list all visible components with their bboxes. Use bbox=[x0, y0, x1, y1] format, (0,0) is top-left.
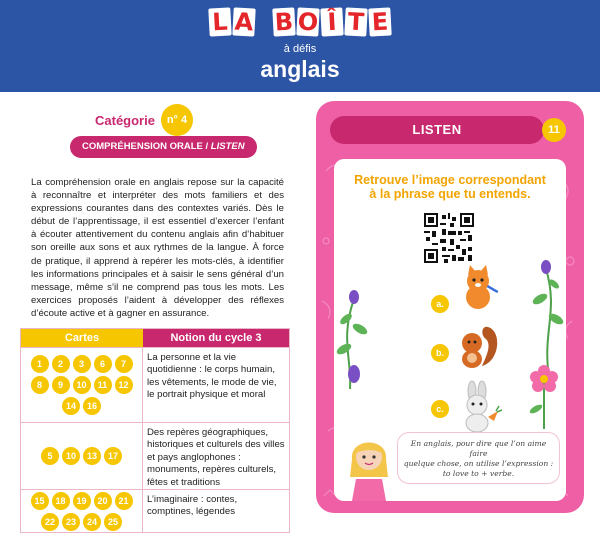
competence-pill-italic: LISTEN bbox=[210, 141, 245, 152]
cat-painting-icon[interactable] bbox=[454, 263, 502, 311]
card-number-bubble: 3 bbox=[73, 355, 91, 373]
table-header bbox=[21, 329, 289, 347]
card-number-bubble: 11 bbox=[94, 376, 112, 394]
logo-letter: L bbox=[208, 7, 231, 36]
card-number-bubble: 19 bbox=[73, 492, 91, 510]
logo-letter: B bbox=[274, 7, 295, 37]
card-number-bubble: 12 bbox=[115, 376, 133, 394]
bubble-line3: to love to + verbe. bbox=[442, 469, 515, 478]
logo-word-la bbox=[209, 8, 255, 36]
card-number-bubble: 13 bbox=[83, 447, 101, 465]
card-instruction bbox=[334, 173, 566, 201]
logo bbox=[0, 8, 600, 36]
table-row-notion: Des repères géographiques, historiques et culturels des villes et pays anglophones : monuments, repères culturels, fêtes et traditions bbox=[147, 427, 285, 488]
option-b[interactable]: b. bbox=[431, 344, 449, 362]
category-row bbox=[95, 104, 193, 136]
girl-avatar-icon bbox=[344, 429, 394, 501]
header-title: anglais bbox=[260, 56, 340, 82]
activity-card bbox=[316, 101, 584, 513]
card-number-bubble: 10 bbox=[62, 447, 80, 465]
table-header-cartes: Cartes bbox=[21, 329, 143, 347]
card-number-bubble: 1 bbox=[31, 355, 49, 373]
logo-letter: A bbox=[233, 7, 254, 37]
speech-bubble bbox=[397, 432, 560, 484]
rabbit-icon[interactable] bbox=[454, 381, 502, 433]
card-title-bar: LISTEN bbox=[330, 116, 544, 144]
header-banner bbox=[0, 0, 600, 92]
card-number-bubble: 20 bbox=[94, 492, 112, 510]
bubble-line2: quelque chose, on utilise l’expression : bbox=[403, 459, 554, 468]
card-number-badge: 11 bbox=[542, 118, 566, 142]
logo-word-boite bbox=[273, 8, 391, 36]
logo-letter: T bbox=[345, 7, 368, 36]
card-number-bubble: 10 bbox=[73, 376, 91, 394]
card-number-bubble: 6 bbox=[94, 355, 112, 373]
competence-pill bbox=[70, 136, 257, 158]
table-row-cards bbox=[21, 490, 143, 532]
description-paragraph: La compréhension orale en anglais repose sur la capacité à reconnaître et interpréter des mots familiers et des expressions courantes dans des contextes variés. Dès le début de l’apprentissage, il est essentiel d’exercer l’enfant à écouter attentivement du contenu anglais afin d’habituer son oreille aux sons et aux rythmes de la langue. À force de pratique, il apprend à repérer les mots-clés, à identifier les informations principales et à saisir le sens général d’un message, même s’il ne comprend pas tous les mots. Les exercices proposés l’aident à développer des réflexes d’écoute active et à gagner en assurance. bbox=[31, 177, 284, 319]
header-subtitle: à défis bbox=[283, 43, 317, 55]
card-number-bubble: 15 bbox=[31, 492, 49, 510]
table-row bbox=[21, 489, 289, 532]
logo-letter: O bbox=[297, 7, 320, 37]
table-row-cards bbox=[21, 348, 143, 422]
option-c[interactable]: c. bbox=[431, 400, 449, 418]
card-number-bubble: 25 bbox=[104, 513, 122, 531]
table-row-notion: La personne et la vie quotidienne : le corps humain, les vêtements, le mode de vie, le portrait physique et moral bbox=[147, 352, 277, 401]
qr-code-icon[interactable] bbox=[424, 213, 474, 263]
plant-right-icon bbox=[524, 259, 569, 369]
card-instruction-line2: à la phrase que tu entends. bbox=[369, 187, 531, 201]
category-badge: n° 4 bbox=[161, 104, 193, 136]
card-number-bubble: 18 bbox=[52, 492, 70, 510]
table-row-notion: L’imaginaire : contes, comptines, légendes bbox=[147, 494, 238, 518]
card-number-bubble: 23 bbox=[62, 513, 80, 531]
plant-left-icon bbox=[330, 279, 380, 389]
notions-table bbox=[20, 328, 290, 533]
card-number-bubble: 5 bbox=[41, 447, 59, 465]
card-number-bubble: 21 bbox=[115, 492, 133, 510]
pink-flowers-icon bbox=[524, 359, 566, 429]
table-row-cards bbox=[21, 423, 143, 489]
logo-letter: Î bbox=[321, 7, 344, 36]
competence-pill-main: COMPRÉHENSION ORALE / bbox=[82, 141, 211, 152]
card-instruction-line1: Retrouve l’image correspondant bbox=[354, 173, 546, 187]
table-row bbox=[21, 347, 289, 422]
card-number-bubble: 8 bbox=[31, 376, 49, 394]
card-number-bubble: 7 bbox=[115, 355, 133, 373]
logo-letter: E bbox=[369, 7, 392, 36]
bubble-line1: En anglais, pour dire que l’on aime faire bbox=[410, 439, 547, 458]
table-row bbox=[21, 422, 289, 489]
squirrel-icon[interactable] bbox=[452, 321, 502, 371]
table-header-notion: Notion du cycle 3 bbox=[143, 329, 289, 347]
card-number-bubble: 22 bbox=[41, 513, 59, 531]
option-a[interactable]: a. bbox=[431, 295, 449, 313]
card-number-bubble: 14 bbox=[62, 397, 80, 415]
card-content bbox=[334, 159, 566, 501]
card-number-bubble: 16 bbox=[83, 397, 101, 415]
card-number-bubble: 2 bbox=[52, 355, 70, 373]
card-number-bubble: 17 bbox=[104, 447, 122, 465]
card-number-bubble: 9 bbox=[52, 376, 70, 394]
card-number-bubble: 24 bbox=[83, 513, 101, 531]
category-label: Catégorie bbox=[95, 112, 155, 128]
